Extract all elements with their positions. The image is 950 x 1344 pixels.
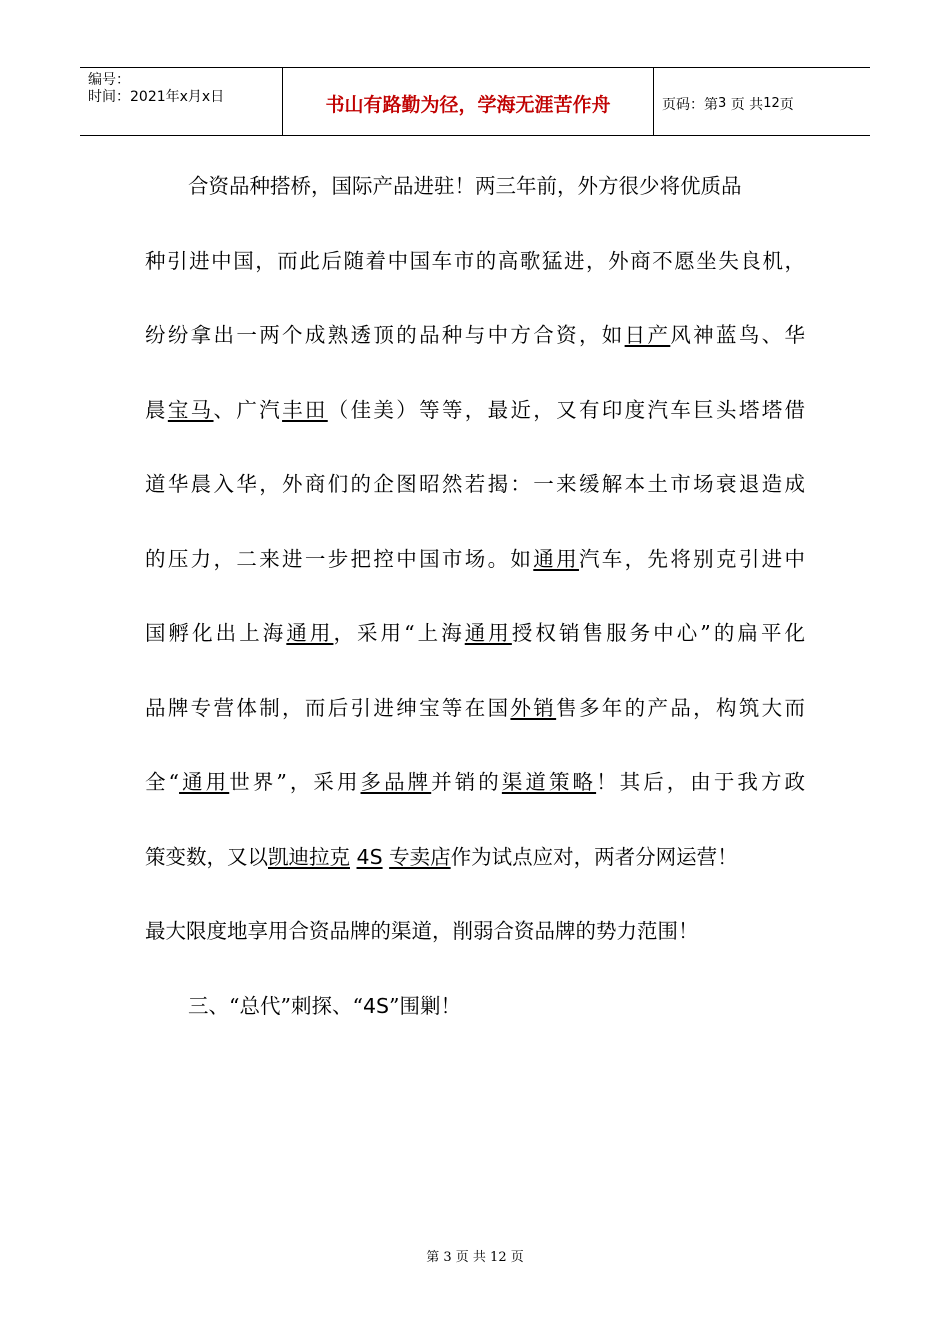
- text-span: 汽车，先将别克引进中: [578, 546, 806, 571]
- paragraph-line: [145, 841, 805, 916]
- text-span: 售多年的产品，构筑大而: [556, 695, 806, 720]
- text-span: 全“: [145, 770, 180, 794]
- text-span: 4S: [362, 993, 390, 1018]
- paragraph-line: [145, 394, 805, 469]
- paragraph-line: [145, 692, 805, 767]
- paragraph-line: [145, 766, 805, 841]
- text-span: ！其后，由于我方政: [596, 770, 806, 794]
- link-bmw[interactable]: 宝马: [167, 397, 214, 422]
- paragraph-line: 合资品种搭桥，国际产品进驻！两三年前，外方很少将优质品: [188, 174, 742, 198]
- page-end: 页: [779, 96, 794, 113]
- paragraph-line: [145, 617, 805, 692]
- text-span: 作为试点应对，两者分网运营！: [450, 844, 738, 869]
- paragraph-line: 道华晨入华，外商们的企图昭然若揭：一来缓解本土市场衰退造成: [145, 472, 805, 496]
- page-label: 页码：第: [662, 96, 718, 113]
- text-span: 三、“总代”刺探、“: [188, 993, 363, 1018]
- text-span: 国孵化出上海: [145, 621, 287, 645]
- text-span: 晨: [145, 397, 168, 422]
- paragraph-line: [145, 543, 805, 618]
- text-span: 并销的: [431, 770, 502, 794]
- link-cadillac[interactable]: 凯迪拉克: [268, 844, 350, 869]
- text-span: 风神蓝鸟、华: [670, 323, 806, 347]
- page-current: 3: [718, 96, 727, 111]
- link-toyota[interactable]: 丰田: [282, 397, 328, 422]
- link-channel-strategy[interactable]: 渠道策略: [501, 770, 597, 794]
- time-row: [88, 89, 282, 106]
- time-value: 2021年x月x日: [130, 89, 225, 105]
- link-nissan[interactable]: 日产: [624, 323, 671, 347]
- paragraph-line: 种引进中国，而此后随着中国车市的高歌猛进，外商不愿坐失良机，: [145, 248, 805, 273]
- page-mid: 页 共: [730, 96, 764, 113]
- link-dealership[interactable]: 专卖店: [389, 844, 451, 869]
- document-body: [145, 170, 805, 1064]
- text-span: ”围剿！: [389, 993, 461, 1018]
- link-multi-brand[interactable]: 多品牌: [360, 770, 432, 794]
- page-header: [80, 67, 870, 136]
- header-meta: [80, 68, 282, 135]
- text-span: ，采用“上海: [333, 621, 465, 645]
- header-motto: 书山有路勤为径，学海无涯苦作舟: [282, 68, 654, 135]
- link-gm[interactable]: 通用: [286, 621, 334, 645]
- link-gm[interactable]: 通用: [179, 770, 230, 794]
- text-span: 品牌专营体制，而后引进绅宝等在国: [145, 695, 511, 720]
- page-footer: 第 3 页 共 12 页: [426, 1250, 524, 1265]
- paragraph-line: [145, 319, 805, 394]
- text-span: 授权销售服务中心”的扁平化: [511, 621, 805, 645]
- text-span: 世界”，采用: [229, 770, 361, 794]
- number-label: 编号：: [88, 72, 130, 88]
- page-total: 12: [763, 96, 780, 111]
- text-span: 纷纷拿出一两个成熟透顶的品种与中方合资，如: [145, 323, 625, 347]
- text-span: 的压力，二来进一步把控中国市场。如: [145, 546, 534, 571]
- link-4s[interactable]: 4S: [356, 844, 383, 869]
- text-span: 策变数，又以: [145, 844, 268, 869]
- link-gm[interactable]: 通用: [464, 621, 512, 645]
- link-export[interactable]: 外销: [510, 695, 557, 720]
- paragraph-line: 最大限度地享用合资品牌的渠道，削弱合资品牌的势力范围！: [145, 919, 699, 943]
- header-page-number: [654, 68, 870, 135]
- section-heading: [145, 990, 805, 1065]
- text-span: 、广汽: [213, 397, 283, 422]
- text-span: （佳美）等等，最近，又有印度汽车巨头塔塔借: [327, 397, 806, 422]
- link-gm[interactable]: 通用: [533, 546, 579, 571]
- time-label: 时间：: [88, 89, 130, 105]
